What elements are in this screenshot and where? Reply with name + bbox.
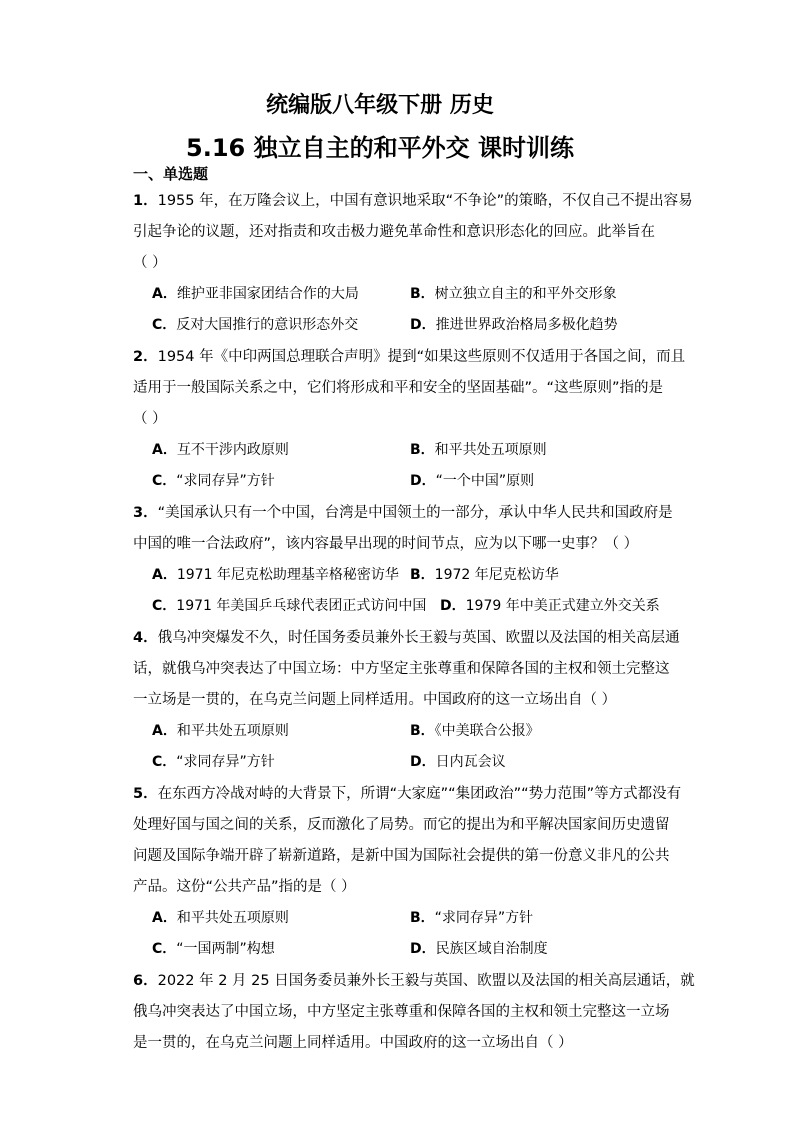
option-d[interactable]: D．推进世界政治格局多极化趋势 xyxy=(410,317,618,333)
option-d[interactable]: D．“一个中国”原则 xyxy=(410,473,535,489)
option-d[interactable]: D．日内瓦会议 xyxy=(410,754,506,770)
question-line: 适用于一般国际关系之中，它们将形成和平和安全的坚固基础”。“这些原则”指的是 xyxy=(133,380,664,396)
question-number: 2． xyxy=(133,349,158,365)
question-number: 6． xyxy=(133,973,158,989)
option-b[interactable]: B．1972 年尼克松访华 xyxy=(410,567,559,583)
question-line: 1．1955 年，在万隆会议上，中国有意识地采取“不争论”的策略，不仅自己不提出容易 xyxy=(133,193,693,209)
option-d[interactable]: D．1979 年中美正式建立外交关系 xyxy=(440,598,660,614)
question-line: 是一贯的，在乌克兰问题上同样适用。中国政府的这一立场出自（ ） xyxy=(133,1035,573,1051)
option-b[interactable]: B．树立独立自主的和平外交形象 xyxy=(410,286,617,302)
option-c[interactable]: C．“求同存异”方针 xyxy=(152,473,275,489)
question-number: 4． xyxy=(133,630,158,646)
option-a[interactable]: A．和平共处五项原则 xyxy=(152,723,289,739)
option-a[interactable]: A．1971 年尼克松助理基辛格秘密访华 xyxy=(152,567,399,583)
question-line: 4．俄乌冲突爆发不久，时任国务委员兼外长王毅与英国、欧盟以及法国的相关高层通 xyxy=(133,630,680,646)
option-a[interactable]: A．和平共处五项原则 xyxy=(152,910,289,926)
option-b[interactable]: B．和平共处五项原则 xyxy=(410,442,547,458)
option-c[interactable]: C．“求同存异”方针 xyxy=(152,754,275,770)
question-line: 一立场是一贯的，在乌克兰问题上同样适用。中国政府的这一立场出自（ ） xyxy=(133,692,617,708)
section-heading: 一、单选题 xyxy=(133,165,209,183)
question-number: 5． xyxy=(133,786,158,802)
question-line: 处理好国与国之间的关系，反而激化了局势。而它的提出为和平解决国家间历史遗留 xyxy=(133,817,670,833)
question-number: 1． xyxy=(133,193,158,209)
option-c[interactable]: C．“一国两制”构想 xyxy=(152,941,275,957)
option-c[interactable]: C．1971 年美国乒乓球代表团正式访问中国 xyxy=(152,598,427,614)
option-b[interactable]: B．“求同存异”方针 xyxy=(410,910,534,926)
question-line: （ ） xyxy=(133,255,167,271)
document-subtitle: 5.16 独立自主的和平外交 课时训练 xyxy=(186,134,574,162)
question-line: 话，就俄乌冲突表达了中国立场：中方坚定主张尊重和保障各国的主权和领土完整这 xyxy=(133,661,670,677)
question-line: 5．在东西方冷战对峙的大背景下，所谓“大家庭”“集团政治”“势力范围”等方式都没有 xyxy=(133,786,682,802)
question-line: 问题及国际争端开辟了崭新道路，是新中国为国际社会提供的第一份意义非凡的公共 xyxy=(133,848,670,864)
document-title: 统编版八年级下册 历史 xyxy=(266,93,494,118)
option-a[interactable]: A．维护亚非国家团结合作的大局 xyxy=(152,286,359,302)
question-line: 3．“美国承认只有一个中国，台湾是中国领土的一部分，承认中华人民共和国政府是 xyxy=(133,505,673,521)
option-c[interactable]: C．反对大国推行的意识形态外交 xyxy=(152,317,359,333)
question-line: 2．1954 年《中印两国总理联合声明》提到“如果这些原则不仅适用于各国之间，而且 xyxy=(133,349,686,365)
question-line: 引起争论的议题，还对指责和攻击极力避免革命性和意识形态化的回应。此举旨在 xyxy=(133,224,655,240)
option-d[interactable]: D．民族区域自治制度 xyxy=(410,941,548,957)
question-line: 产品。这份“公共产品”指的是（ ） xyxy=(133,879,356,895)
option-a[interactable]: A．互不干涉内政原则 xyxy=(152,442,289,458)
question-line: 俄乌冲突表达了中国立场，中方坚定主张尊重和保障各国的主权和领土完整这一立场 xyxy=(133,1004,670,1020)
question-line: 中国的唯一合法政府”，该内容最早出现的时间节点，应为以下哪一史事？（ ） xyxy=(133,536,639,552)
question-number: 3． xyxy=(133,505,158,521)
question-line: （ ） xyxy=(133,411,167,427)
option-b[interactable]: B．《中美联合公报》 xyxy=(410,723,540,739)
question-line: 6．2022 年 2 月 25 日国务委员兼外长王毅与英国、欧盟以及法国的相关高层通话，就 xyxy=(133,973,695,989)
